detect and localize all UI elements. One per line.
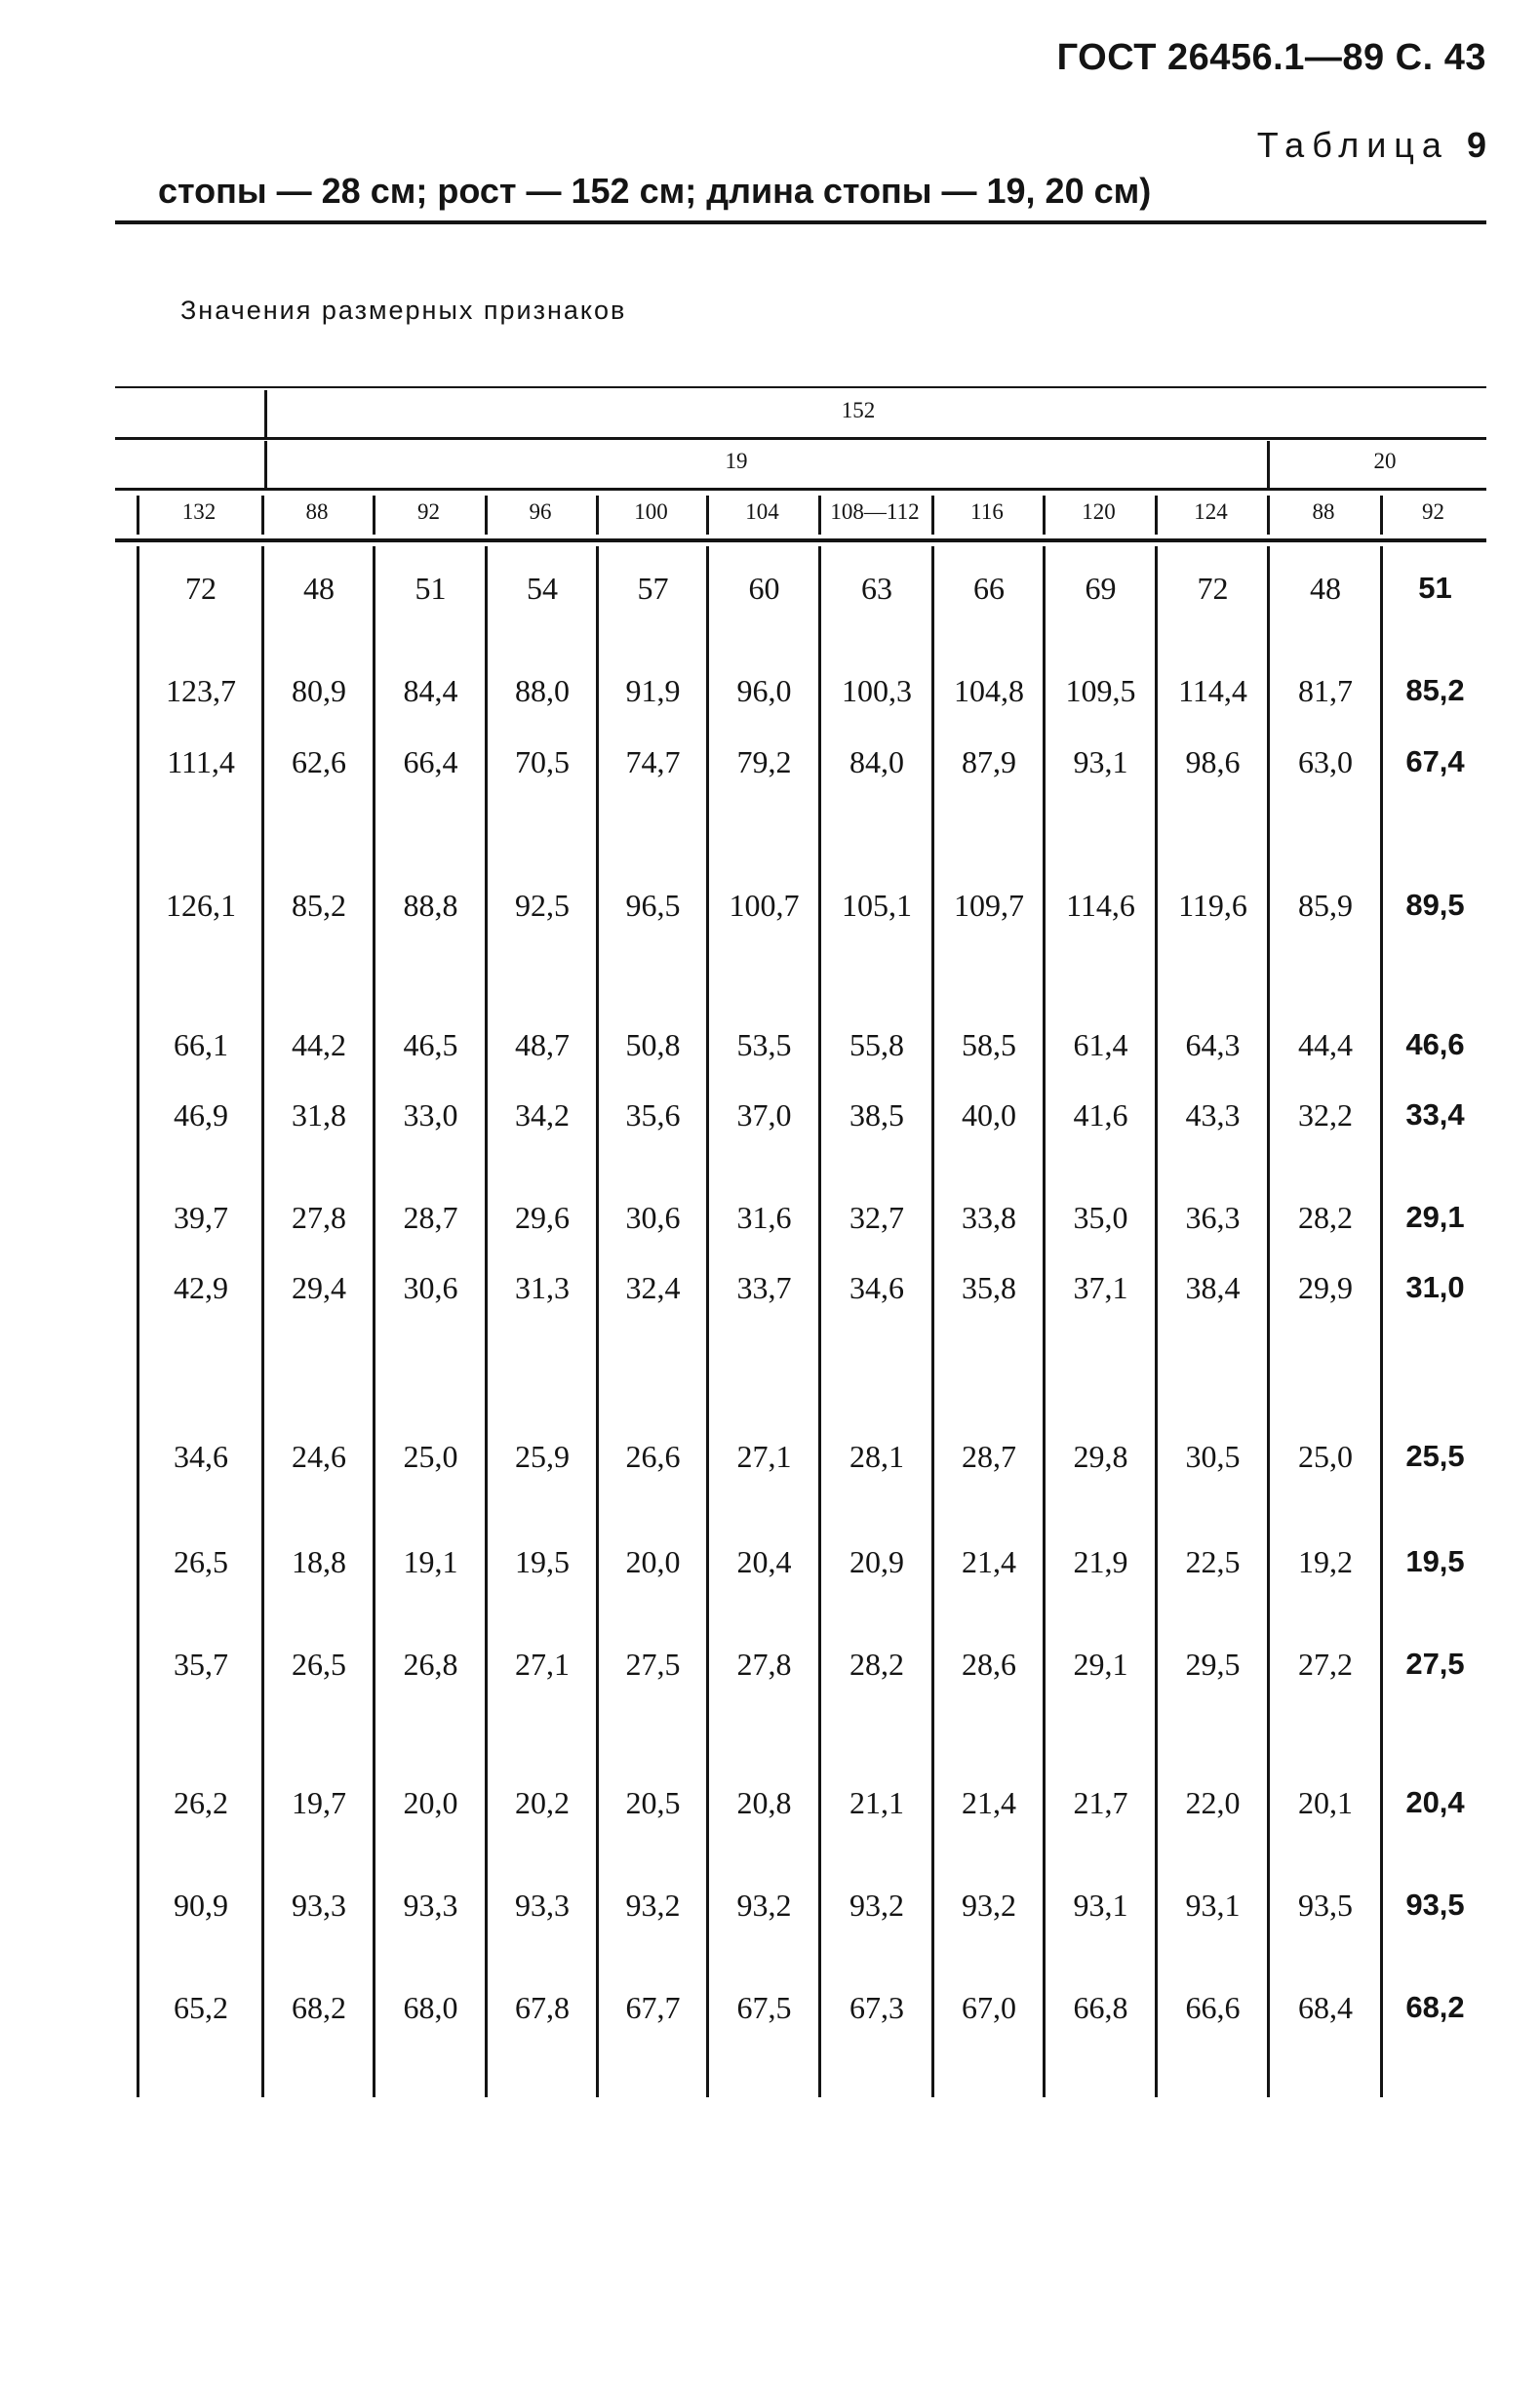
table-cell: 32,7: [849, 1200, 904, 1235]
table-cell: 40,0: [962, 1097, 1016, 1133]
table-cell: 28,1: [849, 1439, 904, 1474]
table-cell: 93,5: [1405, 1888, 1465, 1922]
table-cell: 33,7: [736, 1270, 792, 1305]
table-cell: 91,9: [625, 673, 681, 708]
table-cell: 60: [748, 571, 780, 606]
table-cell: 68,0: [403, 1990, 458, 2025]
table-cell: 48,7: [515, 1027, 570, 1062]
table-cell: 66,1: [174, 1027, 228, 1062]
table-cell: 62,6: [292, 744, 346, 779]
table-cell: 66: [973, 571, 1005, 606]
table-cell: 46,9: [174, 1097, 228, 1133]
table-cell: 123,7: [166, 673, 236, 708]
body-column-line: [1155, 546, 1158, 2097]
table-cell: 93,1: [1073, 744, 1128, 779]
table-cell: 66,4: [403, 744, 458, 779]
table-cell: 28,7: [403, 1200, 458, 1235]
table-cell: 20,9: [849, 1544, 904, 1579]
table-cell: 20,4: [736, 1544, 792, 1579]
table-cell: 18,8: [292, 1544, 346, 1579]
table-cell: 20,0: [403, 1785, 458, 1820]
column-divider: [485, 496, 488, 535]
table-cell: 68,2: [1405, 1990, 1465, 2024]
table-cell: 100,3: [842, 673, 912, 708]
table-cell: 36,3: [1185, 1200, 1241, 1235]
column-divider: [596, 496, 599, 535]
table-cell: 37,0: [736, 1097, 792, 1133]
column-divider: [261, 496, 264, 535]
table-cell: 88,8: [403, 888, 458, 923]
table-cell: 29,5: [1185, 1647, 1241, 1682]
table-cell: 31,0: [1405, 1270, 1465, 1304]
table-cell: 93,3: [403, 1888, 458, 1923]
table-cell: 66,6: [1185, 1990, 1241, 2025]
table-cell: 31,8: [292, 1097, 346, 1133]
body-column-line: [137, 546, 139, 2097]
table-cell: 19,5: [515, 1544, 570, 1579]
table-cell: 46,6: [1405, 1027, 1465, 1061]
table-cell: 85,9: [1298, 888, 1353, 923]
table-cell: 19,5: [1405, 1544, 1465, 1578]
column-header: 124: [1194, 499, 1228, 524]
table-cell: 72: [1197, 571, 1229, 606]
table-cell: 30,5: [1185, 1439, 1241, 1474]
table-cell: 29,1: [1073, 1647, 1128, 1682]
header-foot-20: 20: [1373, 449, 1397, 473]
table-cell: 46,5: [403, 1027, 458, 1062]
table-cell: 93,5: [1298, 1888, 1353, 1923]
table-cell: 53,5: [736, 1027, 792, 1062]
body-column-line: [1380, 546, 1383, 2097]
table-cell: 22,5: [1185, 1544, 1241, 1579]
table-cell: 35,0: [1073, 1200, 1128, 1235]
table-cell: 24,6: [292, 1439, 346, 1474]
table-cell: 25,5: [1405, 1439, 1465, 1473]
body-column-line: [596, 546, 599, 2097]
header-foot-19: 19: [725, 449, 748, 473]
table-cell: 44,2: [292, 1027, 346, 1062]
body-column-line: [261, 546, 264, 2097]
table-cell: 26,8: [403, 1647, 458, 1682]
table-cell: 21,9: [1073, 1544, 1128, 1579]
column-header: 92: [417, 499, 440, 524]
table-cell: 67,0: [962, 1990, 1016, 2025]
table-cell: 31,3: [515, 1270, 570, 1305]
table-cell: 28,2: [849, 1647, 904, 1682]
table-cell: 35,7: [174, 1647, 228, 1682]
table-cell: 28,6: [962, 1647, 1016, 1682]
column-divider: [1043, 496, 1046, 535]
table-cell: 29,6: [515, 1200, 570, 1235]
table-cell: 104,8: [954, 673, 1024, 708]
table-cell: 29,9: [1298, 1270, 1353, 1305]
column-divider: [706, 496, 709, 535]
table-cell: 88,0: [515, 673, 570, 708]
table-cell: 30,6: [625, 1200, 681, 1235]
table-cell: 25,0: [1298, 1439, 1353, 1474]
column-divider: [1267, 496, 1270, 535]
table-cell: 22,0: [1185, 1785, 1241, 1820]
table-cell: 126,1: [166, 888, 236, 923]
table-cell: 41,6: [1073, 1097, 1128, 1133]
table-cell: 70,5: [515, 744, 570, 779]
table-cell: 48: [303, 571, 335, 606]
table-cell: 27,5: [1405, 1647, 1465, 1681]
table-cell: 67,3: [849, 1990, 904, 2025]
table-cell: 25,9: [515, 1439, 570, 1474]
table-cell: 84,4: [403, 673, 458, 708]
table-cell: 28,7: [962, 1439, 1016, 1474]
table-cell: 26,2: [174, 1785, 228, 1820]
table-cell: 67,5: [736, 1990, 792, 2025]
table-cell: 79,2: [736, 744, 792, 779]
column-divider: [373, 496, 375, 535]
table-cell: 89,5: [1405, 888, 1465, 922]
header-divider: [264, 390, 267, 437]
body-column-line: [931, 546, 934, 2097]
table-cell: 51: [1418, 571, 1452, 605]
table-cell: 74,7: [625, 744, 681, 779]
table-cell: 57: [637, 571, 669, 606]
table-cell: 34,6: [174, 1439, 228, 1474]
table-cell: 25,0: [403, 1439, 458, 1474]
table-cell: 67,4: [1405, 744, 1465, 778]
table-cell: 66,8: [1073, 1990, 1128, 2025]
table-cell: 85,2: [292, 888, 346, 923]
table-cell: 32,2: [1298, 1097, 1353, 1133]
column-header: 88: [1312, 499, 1335, 524]
table-cell: 90,9: [174, 1888, 228, 1923]
table-cell: 81,7: [1298, 673, 1353, 708]
table-cell: 87,9: [962, 744, 1016, 779]
table-cell: 54: [527, 571, 558, 606]
header-divider: [264, 441, 267, 488]
column-header: 92: [1422, 499, 1444, 524]
table-cell: 34,2: [515, 1097, 570, 1133]
table-cell: 92,5: [515, 888, 570, 923]
table-cell: 61,4: [1073, 1027, 1128, 1062]
table-cell: 64,3: [1185, 1027, 1241, 1062]
column-divider: [137, 496, 139, 535]
table-cell: 114,4: [1178, 673, 1247, 708]
table-cell: 38,5: [849, 1097, 904, 1133]
column-divider: [1380, 496, 1383, 535]
table-cell: 27,1: [515, 1647, 570, 1682]
table-cell: 48: [1310, 571, 1341, 606]
table-cell: 31,6: [736, 1200, 792, 1235]
table-cell: 39,7: [174, 1200, 228, 1235]
table-cell: 44,4: [1298, 1027, 1353, 1062]
table-cell: 114,6: [1066, 888, 1135, 923]
table-cell: 33,0: [403, 1097, 458, 1133]
body-column-line: [373, 546, 375, 2097]
table-cell: 20,4: [1405, 1785, 1465, 1819]
table-cell: 35,8: [962, 1270, 1016, 1305]
column-header: 96: [529, 499, 552, 524]
table-cell: 55,8: [849, 1027, 904, 1062]
table-cell: 85,2: [1405, 673, 1465, 707]
table-cell: 93,2: [736, 1888, 792, 1923]
table-cell: 33,4: [1405, 1097, 1465, 1132]
column-header: 116: [970, 499, 1004, 524]
body-column-line: [706, 546, 709, 2097]
header-divider: [1267, 441, 1270, 488]
column-header: 120: [1082, 499, 1116, 524]
table-cell: 93,3: [292, 1888, 346, 1923]
table-cell: 93,1: [1073, 1888, 1128, 1923]
table-label-word: Таблица: [1256, 125, 1449, 165]
table-cell: 43,3: [1185, 1097, 1241, 1133]
table-cell: 34,6: [849, 1270, 904, 1305]
table-cell: 19,2: [1298, 1544, 1353, 1579]
table-cell: 26,5: [292, 1647, 346, 1682]
column-header: 108—112: [830, 499, 920, 524]
table-cell: 84,0: [849, 744, 904, 779]
table-cell: 50,8: [625, 1027, 681, 1062]
column-header: 88: [305, 499, 329, 524]
table-cell: 38,4: [1185, 1270, 1241, 1305]
header-rule: [115, 488, 1486, 491]
table-cell: 20,1: [1298, 1785, 1353, 1820]
header-rule: [115, 538, 1486, 542]
header-rule: [115, 437, 1486, 440]
column-header: 100: [634, 499, 668, 524]
table-cell: 111,4: [167, 744, 235, 779]
table-cell: 21,4: [962, 1544, 1016, 1579]
table-subcaption: Значения размерных признаков: [180, 296, 627, 325]
table-cell: 119,6: [1178, 888, 1247, 923]
table-cell: 20,5: [625, 1785, 681, 1820]
table-cell: 63,0: [1298, 744, 1353, 779]
table-cell: 100,7: [729, 888, 800, 923]
table-cell: 93,2: [962, 1888, 1016, 1923]
table-cell: 69: [1085, 571, 1117, 606]
table-cell: 32,4: [625, 1270, 681, 1305]
table-cell: 51: [415, 571, 447, 606]
table-cell: 19,7: [292, 1785, 346, 1820]
table-cell: 26,6: [625, 1439, 681, 1474]
table-cell: 20,8: [736, 1785, 792, 1820]
table-cell: 58,5: [962, 1027, 1016, 1062]
table-cell: 27,5: [625, 1647, 681, 1682]
table-cell: 29,8: [1073, 1439, 1128, 1474]
table-cell: 20,2: [515, 1785, 570, 1820]
table-label: [1257, 125, 1486, 166]
table-cell: 93,3: [515, 1888, 570, 1923]
column-divider: [1155, 496, 1158, 535]
table-cell: 96,5: [625, 888, 681, 923]
table-cell: 80,9: [292, 673, 346, 708]
table-cell: 33,8: [962, 1200, 1016, 1235]
column-header: 104: [745, 499, 779, 524]
table-cell: 35,6: [625, 1097, 681, 1133]
table-cell: 27,2: [1298, 1647, 1353, 1682]
table-cell: 93,2: [625, 1888, 681, 1923]
table-cell: 105,1: [842, 888, 912, 923]
table-cell: 21,7: [1073, 1785, 1128, 1820]
body-column-line: [818, 546, 821, 2097]
table-cell: 42,9: [174, 1270, 228, 1305]
table-cell: 65,2: [174, 1990, 228, 2025]
table-number: 9: [1466, 125, 1486, 165]
header-rule: [115, 386, 1486, 388]
body-column-line: [485, 546, 488, 2097]
table-caption: стопы — 28 см; рост — 152 см; длина стопы — 19, 20 см): [158, 171, 1152, 211]
table-cell: 27,1: [736, 1439, 792, 1474]
table-cell: 21,4: [962, 1785, 1016, 1820]
document-reference: ГОСТ 26456.1—89 С. 43: [1056, 37, 1486, 78]
caption-rule: [115, 220, 1486, 224]
column-divider: [818, 496, 821, 535]
table-cell: 98,6: [1185, 744, 1241, 779]
body-column-line: [1043, 546, 1046, 2097]
table-cell: 37,1: [1073, 1270, 1128, 1305]
table-cell: 28,2: [1298, 1200, 1353, 1235]
column-header: 132: [181, 499, 217, 524]
table-cell: 63: [861, 571, 892, 606]
table-cell: 27,8: [292, 1200, 346, 1235]
table-cell: 93,1: [1185, 1888, 1241, 1923]
table-cell: 21,1: [849, 1785, 904, 1820]
table-cell: 109,5: [1065, 673, 1136, 708]
table-cell: 67,8: [515, 1990, 570, 2025]
table-cell: 20,0: [625, 1544, 681, 1579]
table-cell: 68,4: [1298, 1990, 1353, 2025]
table-cell: 67,7: [625, 1990, 681, 2025]
table-cell: 109,7: [954, 888, 1024, 923]
table-cell: 29,1: [1405, 1200, 1465, 1234]
table-cell: 27,8: [736, 1647, 792, 1682]
column-divider: [931, 496, 934, 535]
table-cell: 96,0: [736, 673, 792, 708]
body-column-line: [1267, 546, 1270, 2097]
table-cell: 26,5: [174, 1544, 228, 1579]
table-cell: 29,4: [292, 1270, 346, 1305]
table-cell: 30,6: [403, 1270, 458, 1305]
table-cell: 72: [185, 571, 217, 606]
table-cell: 19,1: [403, 1544, 458, 1579]
header-height-152: 152: [841, 398, 876, 422]
table-cell: 68,2: [292, 1990, 346, 2025]
table-cell: 93,2: [849, 1888, 904, 1923]
